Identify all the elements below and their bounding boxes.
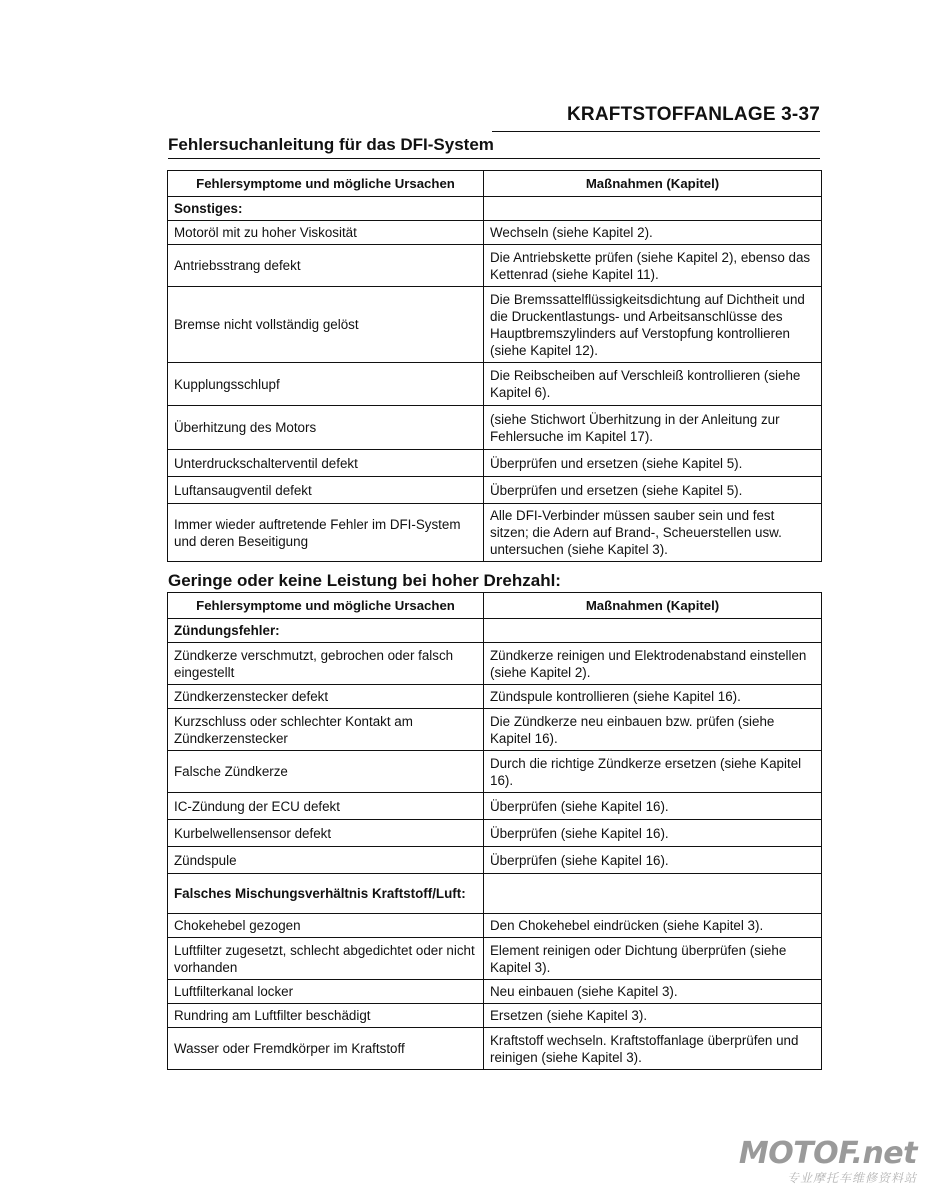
table-row	[168, 914, 822, 938]
watermark-subtitle: 专业摩托车维修资料站	[786, 1171, 917, 1185]
table-row	[168, 685, 822, 709]
page-header: KRAFTSTOFFANLAGE 3-37	[567, 104, 820, 125]
table-row	[168, 221, 822, 245]
action-cell: Zündkerze reinigen und Elektrodenabstand einstellen (siehe Kapitel 2).	[484, 643, 822, 685]
table-row	[168, 406, 822, 450]
action-cell: Neu einbauen (siehe Kapitel 3).	[484, 980, 822, 1004]
table-row	[168, 709, 822, 751]
table-row	[168, 938, 822, 980]
symptom-cell: Luftansaugventil defekt	[168, 477, 484, 504]
symptom-cell: Zündkerze verschmutzt, gebrochen oder falsch eingestellt	[168, 643, 484, 685]
symptom-cell: Motoröl mit zu hoher Viskosität	[168, 221, 484, 245]
symptom-cell: Antriebsstrang defekt	[168, 245, 484, 287]
symptom-cell: Kurzschluss oder schlechter Kontakt am Zündkerzenstecker	[168, 709, 484, 751]
column-header-action: Maßnahmen (Kapitel)	[484, 171, 822, 197]
symptom-cell: Unterdruckschalterventil defekt	[168, 450, 484, 477]
symptom-cell: Wasser oder Fremdkörper im Kraftstoff	[168, 1028, 484, 1070]
watermark	[739, 1138, 917, 1186]
category-action	[484, 874, 822, 914]
action-cell: Alle DFI-Verbinder müssen sauber sein und fest sitzen; die Adern auf Brand-, Scheuerstellen usw. untersuchen (siehe Kapitel 3).	[484, 504, 822, 562]
action-cell: Die Reibscheiben auf Verschleiß kontrollieren (siehe Kapitel 6).	[484, 363, 822, 406]
table-row	[168, 504, 822, 562]
section-title-dfi-troubleshooting: Fehlersuchanleitung für das DFI-System	[168, 135, 494, 154]
category-label: Zündungsfehler:	[168, 619, 484, 643]
action-cell: Überprüfen und ersetzen (siehe Kapitel 5).	[484, 450, 822, 477]
watermark-logo: MOTOF.net	[738, 1136, 917, 1171]
symptom-cell: Zündkerzenstecker defekt	[168, 685, 484, 709]
action-cell: Element reinigen oder Dichtung überprüfen (siehe Kapitel 3).	[484, 938, 822, 980]
category-label: Sonstiges:	[168, 197, 484, 221]
symptom-cell: Kurbelwellensensor defekt	[168, 820, 484, 847]
header-rule	[492, 131, 820, 132]
troubleshooting-table-misc	[167, 170, 822, 562]
table-row	[168, 847, 822, 874]
symptom-cell: Zündspule	[168, 847, 484, 874]
action-cell: Überprüfen (siehe Kapitel 16).	[484, 820, 822, 847]
action-cell: (siehe Stichwort Überhitzung in der Anleitung zur Fehlersuche im Kapitel 17).	[484, 406, 822, 450]
action-cell: Überprüfen (siehe Kapitel 16).	[484, 793, 822, 820]
action-cell: Den Chokehebel eindrücken (siehe Kapitel 3).	[484, 914, 822, 938]
action-cell: Ersetzen (siehe Kapitel 3).	[484, 1004, 822, 1028]
table-row	[168, 477, 822, 504]
table-row	[168, 287, 822, 363]
action-cell: Kraftstoff wechseln. Kraftstoffanlage überprüfen und reinigen (siehe Kapitel 3).	[484, 1028, 822, 1070]
section-title-low-power-high-rpm: Geringe oder keine Leistung bei hoher Drehzahl:	[168, 571, 561, 590]
symptom-cell: Überhitzung des Motors	[168, 406, 484, 450]
action-cell: Die Bremssattelflüssigkeitsdichtung auf Dichtheit und die Druckentlastungs- und Arbeitsanschlüsse des Hauptbremszylinders auf Verstopfung kontrollieren (siehe Kapitel 12).	[484, 287, 822, 363]
category-action	[484, 619, 822, 643]
symptom-cell: Bremse nicht vollständig gelöst	[168, 287, 484, 363]
symptom-cell: Immer wieder auftretende Fehler im DFI-System und deren Beseitigung	[168, 504, 484, 562]
action-cell: Wechseln (siehe Kapitel 2).	[484, 221, 822, 245]
action-cell: Überprüfen (siehe Kapitel 16).	[484, 847, 822, 874]
action-cell: Die Zündkerze neu einbauen bzw. prüfen (siehe Kapitel 16).	[484, 709, 822, 751]
category-label: Falsches Mischungsverhältnis Kraftstoff/Luft:	[168, 874, 484, 914]
action-cell: Überprüfen und ersetzen (siehe Kapitel 5).	[484, 477, 822, 504]
table-row	[168, 363, 822, 406]
column-header-action: Maßnahmen (Kapitel)	[484, 593, 822, 619]
action-cell: Die Antriebskette prüfen (siehe Kapitel 2), ebenso das Kettenrad (siehe Kapitel 11).	[484, 245, 822, 287]
category-row	[168, 197, 822, 221]
table-row	[168, 245, 822, 287]
table-row	[168, 1028, 822, 1070]
category-row	[168, 619, 822, 643]
column-header-symptom: Fehlersymptome und mögliche Ursachen	[168, 593, 484, 619]
column-header-symptom: Fehlersymptome und mögliche Ursachen	[168, 171, 484, 197]
category-row	[168, 874, 822, 914]
table-row	[168, 1004, 822, 1028]
table-header-row	[168, 171, 822, 197]
symptom-cell: Kupplungsschlupf	[168, 363, 484, 406]
troubleshooting-table-low-power	[167, 592, 822, 1070]
symptom-cell: Luftfilterkanal locker	[168, 980, 484, 1004]
table-row	[168, 450, 822, 477]
section-title-rule	[168, 158, 820, 159]
table-header-row	[168, 593, 822, 619]
symptom-cell: Chokehebel gezogen	[168, 914, 484, 938]
action-cell: Zündspule kontrollieren (siehe Kapitel 16).	[484, 685, 822, 709]
table-row	[168, 751, 822, 793]
table-row	[168, 643, 822, 685]
symptom-cell: Luftfilter zugesetzt, schlecht abgedichtet oder nicht vorhanden	[168, 938, 484, 980]
symptom-cell: IC-Zündung der ECU defekt	[168, 793, 484, 820]
symptom-cell: Rundring am Luftfilter beschädigt	[168, 1004, 484, 1028]
table-row	[168, 793, 822, 820]
symptom-cell: Falsche Zündkerze	[168, 751, 484, 793]
category-action	[484, 197, 822, 221]
action-cell: Durch die richtige Zündkerze ersetzen (siehe Kapitel 16).	[484, 751, 822, 793]
table-row	[168, 980, 822, 1004]
table-row	[168, 820, 822, 847]
